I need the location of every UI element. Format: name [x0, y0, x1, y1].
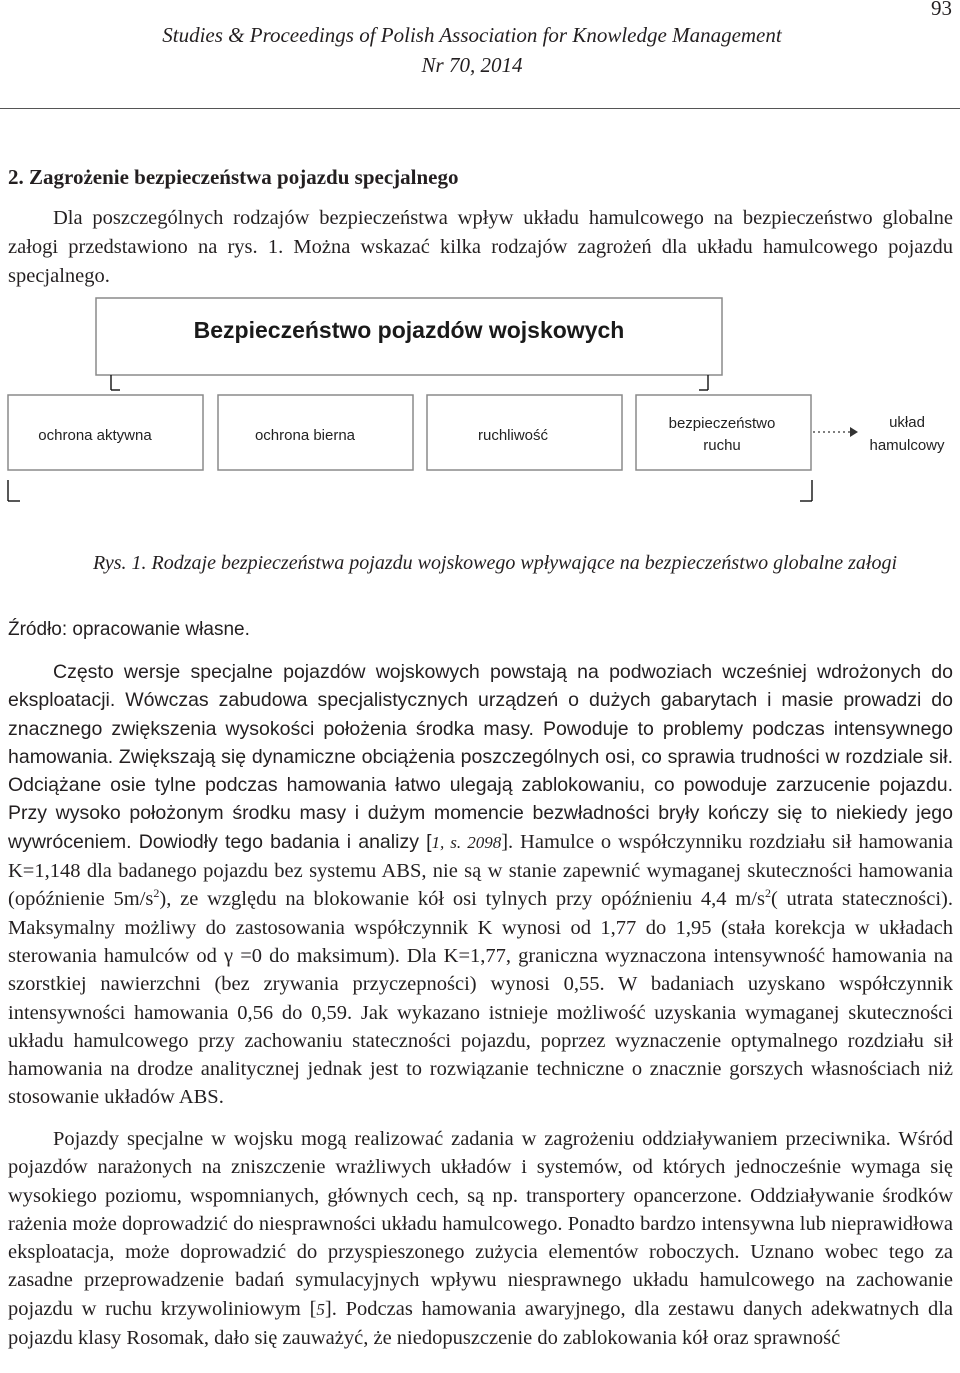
- box-label: bezpieczeństwo ruchu: [668, 415, 776, 454]
- side-label: układ hamulcowy: [869, 414, 945, 454]
- citation: 5: [316, 1299, 325, 1319]
- text-run: ), ze względu na blokowanie kół osi tylnych przy opóźnieniu 4,4 m/s: [159, 888, 765, 911]
- arrow-head: [850, 427, 858, 437]
- superscript: 2: [153, 886, 160, 901]
- journal-issue: Nr 70, 2014: [421, 53, 523, 77]
- citation: 1, s. 2098: [431, 832, 502, 852]
- box-label: ruchliwość: [477, 427, 549, 444]
- superscript: 2: [764, 886, 771, 901]
- body-paragraph: [8, 1125, 953, 1352]
- header-rule: [0, 108, 960, 109]
- figure-source: Źródło: opracowanie własne.: [8, 619, 250, 640]
- figure-diagram: [0, 290, 960, 545]
- text-run: ( utrata stateczności). Maksymalny możliwy do zastosowania współczynnik K wynosi od 1,77 do 1,95 (stała korekcja w układach sterowania hamulców od γ =0 do maksimum). Dla K=1,77, graniczna wyznaczona intensywność hamowania na szorstkiej nawierzchni (bez zrywania przyczepności) wynosi 0,55. W badaniach uzyskano współczynnik intensywności hamowania 0,56 do 0,59. Jak wykazano istnieje możliwość uzyskania wymaganej skuteczności układu hamulcowego przy zachowaniu stateczności pojazdu, poprzez wyznaczenie optymalnego rozdziału sił hamowania na drodze analitycznej jednak jest to rozwiązanie techniczne o znacznie gorszych własnościach niż stosowanie układów ABS.: [8, 888, 953, 1109]
- diagram-title: Bezpieczeństwo pojazdów wojskowych: [193, 317, 625, 343]
- text-run: ]. Hamulce o współczynniku rozdziału sił hamowania K=1,148 dla badanego pojazdu bez systemu ABS, nie są w stanie zapewnić wymaganej skuteczności hamowania (opóźnienie 5m/s: [8, 830, 953, 911]
- section-heading: 2. Zagrożenie bezpieczeństwa pojazdu specjalnego: [8, 165, 459, 189]
- body-paragraph: [8, 658, 953, 1112]
- box-label: ochrona bierna: [254, 427, 356, 444]
- text-run: ]. Podczas hamowania awaryjnego, dla zestawu danych adekwatnych dla pojazdu klasy Rosomak, dało się zauważyć, że niedopuszczenie do zablokowania kół oraz sprawność: [8, 1297, 953, 1350]
- figure-caption: Rys. 1. Rodzaje bezpieczeństwa pojazdu wojskowego wpływające na bezpieczeństwo globalne załogi: [93, 552, 897, 574]
- text-run: Pojazdy specjalne w wojsku mogą realizować zadania w zagrożeniu oddziaływaniem przeciwnika. Wśród pojazdów narażonych na zniszczenie wrażliwych układów i systemów, od których jednocześnie wymaga się wysokiego poziomu, wspomnianych, głównych cech, są np. transportery opancerzone. Oddziaływanie środków rażenia może doprowadzić do niesprawności układu hamulcowego. Ponadto bardzo intensywna lub nieprawidłowa eksploatacja, może doprowadzić do przyspieszonego zużycia elementów roboczych. Uznano wobec tego za zasadne przeprowadzenie badań symulacyjnych wpływu niesprawnego układu hamulcowego na zachowanie pojazdu w ruchu krzywoliniowym [: [8, 1128, 953, 1320]
- box-bezpieczenstwo-ruchu: [636, 395, 811, 470]
- journal-title: Studies & Proceedings of Polish Association for Knowledge Management: [162, 23, 782, 47]
- intro-paragraph: Dla poszczególnych rodzajów bezpieczeństwa wpływ układu hamulcowego na bezpieczeństwo globalne załogi przedstawiono na rys. 1. Można wskazać kilka rodzajów zagrożeń dla układu hamulcowego pojazdu specjalnego.: [8, 207, 953, 287]
- text-run: Często wersje specjalne pojazdów wojskowych powstają na podwoziach wcześniej wdrożonych do eksploatacji. Wówczas zabudowa specjalistycznych urządzeń o dużych gabarytach i masie prowadzi do znacznego zwiększenia wysokości położenia środka masy. Powoduje to problemy podczas intensywnego hamowania. Zwiększają się dynamiczne obciążenia poszczególnych osi, co sprawia trudności w rozdziale sił. Odciążane osie tylne podczas hamowania łatwo ulegają zablokowaniu, co powoduje zarzucenie pojazdu. Przy wysoko położonym środku masy i dużym momencie bezwładności bryły kończy się to niekiedy jego wywróceniem. Dowiodły tego badania i analizy [: [8, 661, 953, 853]
- box-label: ochrona aktywna: [38, 427, 152, 444]
- page-number: 93: [931, 0, 952, 20]
